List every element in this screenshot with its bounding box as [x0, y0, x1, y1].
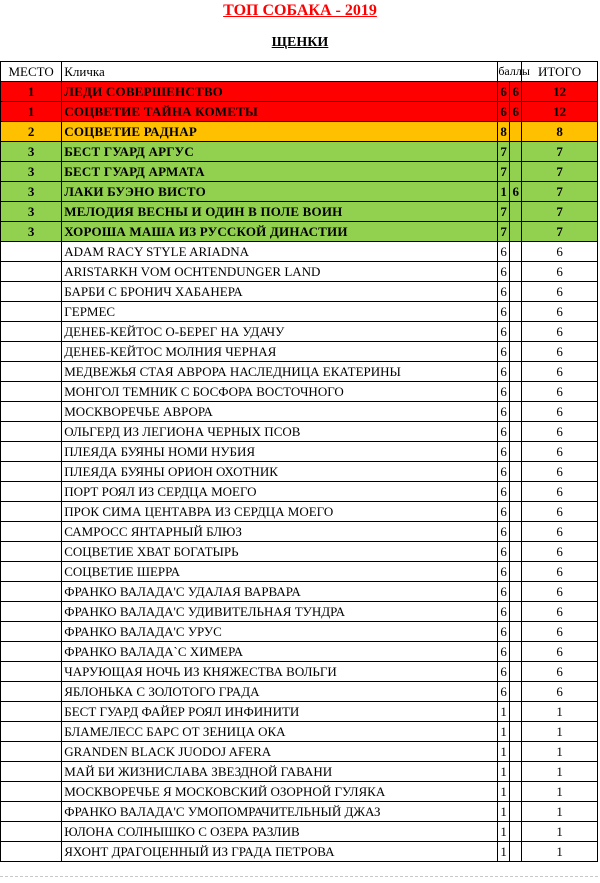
name-cell[interactable]: ФРАНКО ВАЛАДА'С УМОПОМРАЧИТЕЛЬНЫЙ ДЖАЗ [62, 802, 498, 822]
total-cell[interactable]: 6 [522, 262, 598, 282]
table-row [1, 182, 598, 202]
results-table [0, 61, 598, 862]
total-cell[interactable]: 6 [522, 622, 598, 642]
total-cell[interactable]: 6 [522, 642, 598, 662]
place-cell[interactable] [1, 562, 62, 582]
name-cell[interactable]: ФРАНКО ВАЛАДА'С УДИВИТЕЛЬНАЯ ТУНДРА [62, 602, 498, 622]
name-cell[interactable]: МЕДВЕЖЬЯ СТАЯ АВРОРА НАСЛЕДНИЦА ЕКАТЕРИНЫ [62, 362, 498, 382]
place-cell[interactable] [1, 242, 62, 262]
place-cell[interactable] [1, 582, 62, 602]
score2-cell[interactable] [510, 422, 522, 442]
place-cell[interactable] [1, 682, 62, 702]
place-cell[interactable] [1, 742, 62, 762]
table-row [1, 702, 598, 722]
score2-cell[interactable] [510, 542, 522, 562]
score1-cell[interactable]: 6 [498, 442, 510, 462]
total-cell[interactable]: 1 [522, 822, 598, 842]
total-cell[interactable]: 6 [522, 382, 598, 402]
score2-cell[interactable] [510, 242, 522, 262]
name-cell[interactable]: СОЦВЕТИЕ ХВАТ БОГАТЫРЬ [62, 542, 498, 562]
score2-cell[interactable] [510, 142, 522, 162]
name-cell[interactable]: ЯХОНТ ДРАГОЦЕННЫЙ ИЗ ГРАДА ПЕТРОВА [62, 842, 498, 862]
score1-cell[interactable]: 6 [498, 622, 510, 642]
total-cell[interactable]: 6 [522, 662, 598, 682]
table-row [1, 462, 598, 482]
score2-cell[interactable] [510, 622, 522, 642]
table-row [1, 582, 598, 602]
table-row [1, 542, 598, 562]
place-cell[interactable] [1, 842, 62, 862]
score2-cell[interactable] [510, 302, 522, 322]
score2-cell[interactable] [510, 562, 522, 582]
score2-cell[interactable] [510, 842, 522, 862]
score1-cell[interactable]: 7 [498, 222, 510, 242]
name-cell[interactable]: ЛЕДИ СОВЕРШЕНСТВО [62, 82, 498, 102]
score1-cell[interactable]: 6 [498, 542, 510, 562]
total-cell[interactable]: 1 [522, 762, 598, 782]
score1-cell[interactable]: 6 [498, 342, 510, 362]
place-cell[interactable]: 3 [1, 182, 62, 202]
total-cell[interactable]: 6 [522, 482, 598, 502]
total-cell[interactable]: 6 [522, 402, 598, 422]
place-cell[interactable] [1, 502, 62, 522]
table-row [1, 342, 598, 362]
score1-cell[interactable]: 6 [498, 422, 510, 442]
place-cell[interactable] [1, 782, 62, 802]
table-row [1, 422, 598, 442]
score1-cell[interactable]: 6 [498, 562, 510, 582]
header-row [1, 62, 598, 82]
table-row [1, 802, 598, 822]
name-cell[interactable]: ГЕРМЕС [62, 302, 498, 322]
score2-cell[interactable] [510, 582, 522, 602]
score1-cell[interactable]: 6 [498, 262, 510, 282]
table-row [1, 722, 598, 742]
name-cell[interactable]: ADAM RACY STYLE ARIADNA [62, 242, 498, 262]
table-row [1, 782, 598, 802]
score2-cell[interactable] [510, 802, 522, 822]
score2-cell[interactable] [510, 122, 522, 142]
name-cell[interactable]: ПЛЕЯДА БУЯНЫ НОМИ НУБИЯ [62, 442, 498, 462]
total-cell[interactable]: 7 [522, 222, 598, 242]
name-cell[interactable]: ОЛЬГЕРД ИЗ ЛЕГИОНА ЧЕРНЫХ ПСОВ [62, 422, 498, 442]
name-cell[interactable]: ФРАНКО ВАЛАДА'С УРУС [62, 622, 498, 642]
total-cell[interactable]: 6 [522, 542, 598, 562]
score2-cell[interactable] [510, 442, 522, 462]
score2-cell[interactable] [510, 262, 522, 282]
score2-cell[interactable] [510, 162, 522, 182]
total-cell[interactable]: 1 [522, 782, 598, 802]
score1-cell[interactable]: 1 [498, 822, 510, 842]
header-score[interactable]: баллы [498, 62, 522, 82]
total-cell[interactable]: 6 [522, 502, 598, 522]
name-cell[interactable]: СОЦВЕТИЕ ТАЙНА КОМЕТЫ [62, 102, 498, 122]
total-cell[interactable]: 6 [522, 582, 598, 602]
score1-cell[interactable]: 6 [498, 242, 510, 262]
name-cell[interactable]: САМРОСС ЯНТАРНЫЙ БЛЮЗ [62, 522, 498, 542]
name-cell[interactable]: ФРАНКО ВАЛАДА'С УДАЛАЯ ВАРВАРА [62, 582, 498, 602]
score2-cell[interactable] [510, 782, 522, 802]
place-cell[interactable]: 3 [1, 142, 62, 162]
table-row [1, 262, 598, 282]
table-row [1, 242, 598, 262]
table-row [1, 202, 598, 222]
sheet-bottom-gridline [0, 876, 598, 883]
place-cell[interactable] [1, 322, 62, 342]
score1-cell[interactable]: 6 [498, 362, 510, 382]
total-cell[interactable]: 6 [522, 442, 598, 462]
score1-cell[interactable]: 6 [498, 502, 510, 522]
place-cell[interactable] [1, 642, 62, 662]
score2-cell[interactable] [510, 502, 522, 522]
total-cell[interactable]: 6 [522, 422, 598, 442]
score1-cell[interactable]: 1 [498, 782, 510, 802]
name-cell[interactable]: ПЛЕЯДА БУЯНЫ ОРИОН ОХОТНИК [62, 462, 498, 482]
table-row [1, 282, 598, 302]
table-row [1, 742, 598, 762]
total-cell[interactable]: 12 [522, 102, 598, 122]
total-cell[interactable]: 6 [522, 602, 598, 622]
place-cell[interactable]: 3 [1, 162, 62, 182]
place-cell[interactable] [1, 262, 62, 282]
table-row [1, 502, 598, 522]
total-cell[interactable]: 7 [522, 182, 598, 202]
score2-cell[interactable] [510, 522, 522, 542]
name-cell[interactable]: СОЦВЕТИЕ ШЕРРА [62, 562, 498, 582]
score2-cell[interactable] [510, 482, 522, 502]
total-cell[interactable]: 6 [522, 462, 598, 482]
score1-cell[interactable]: 1 [498, 762, 510, 782]
place-cell[interactable] [1, 282, 62, 302]
sheet-subtitle: ЩЕНКИ [271, 35, 329, 50]
score1-cell[interactable]: 7 [498, 162, 510, 182]
table-row [1, 402, 598, 422]
score1-cell[interactable]: 6 [498, 602, 510, 622]
score1-cell[interactable]: 6 [498, 662, 510, 682]
place-cell[interactable] [1, 602, 62, 622]
score2-cell[interactable] [510, 722, 522, 742]
name-cell[interactable]: ДЕНЕБ-КЕЙТОС О-БЕРЕГ НА УДАЧУ [62, 322, 498, 342]
table-row [1, 142, 598, 162]
table-row [1, 162, 598, 182]
table-row [1, 682, 598, 702]
score2-cell[interactable] [510, 322, 522, 342]
score2-cell[interactable] [510, 382, 522, 402]
name-cell[interactable]: ПОРТ РОЯЛ ИЗ СЕРДЦА МОЕГО [62, 482, 498, 502]
table-row [1, 102, 598, 122]
place-cell[interactable] [1, 462, 62, 482]
total-cell[interactable]: 7 [522, 162, 598, 182]
table-row [1, 522, 598, 542]
total-cell[interactable]: 6 [522, 682, 598, 702]
place-cell[interactable]: 3 [1, 222, 62, 242]
place-cell[interactable] [1, 542, 62, 562]
table-row [1, 842, 598, 862]
total-cell[interactable]: 12 [522, 82, 598, 102]
score2-cell[interactable] [510, 602, 522, 622]
total-cell[interactable]: 6 [522, 562, 598, 582]
place-cell[interactable] [1, 662, 62, 682]
score2-cell[interactable] [510, 342, 522, 362]
name-cell[interactable]: МОСКВОРЕЧЬЕ АВРОРА [62, 402, 498, 422]
score1-cell[interactable]: 6 [498, 402, 510, 422]
total-cell[interactable]: 1 [522, 842, 598, 862]
score1-cell[interactable]: 6 [498, 382, 510, 402]
name-cell[interactable]: БЛАМЕЛЕСС БАРС ОТ ЗЕНИЦА ОКА [62, 722, 498, 742]
place-cell[interactable] [1, 802, 62, 822]
score1-cell[interactable]: 6 [498, 322, 510, 342]
table-row [1, 622, 598, 642]
name-cell[interactable]: GRANDEN BLACK JUODOJ AFERA [62, 742, 498, 762]
score1-cell[interactable]: 6 [498, 462, 510, 482]
name-cell[interactable]: БЕСТ ГУАРД АРМАТА [62, 162, 498, 182]
table-row [1, 382, 598, 402]
score2-cell[interactable]: 6 [510, 182, 522, 202]
total-cell[interactable]: 6 [522, 302, 598, 322]
table-row [1, 302, 598, 322]
score2-cell[interactable] [510, 702, 522, 722]
score2-cell[interactable] [510, 682, 522, 702]
place-cell[interactable] [1, 422, 62, 442]
place-cell[interactable]: 3 [1, 202, 62, 222]
score1-cell[interactable]: 6 [498, 482, 510, 502]
total-cell[interactable]: 8 [522, 122, 598, 142]
name-cell[interactable]: ПРОК СИМА ЦЕНТАВРА ИЗ СЕРДЦА МОЕГО [62, 502, 498, 522]
score1-cell[interactable]: 1 [498, 702, 510, 722]
score1-cell[interactable]: 6 [498, 302, 510, 322]
place-cell[interactable] [1, 362, 62, 382]
score1-cell[interactable]: 1 [498, 722, 510, 742]
score1-cell[interactable]: 6 [498, 642, 510, 662]
total-cell[interactable]: 6 [522, 522, 598, 542]
name-cell[interactable]: ХОРОША МАША ИЗ РУССКОЙ ДИНАСТИИ [62, 222, 498, 242]
name-cell[interactable]: ЧАРУЮЩАЯ НОЧЬ ИЗ КНЯЖЕСТВА ВОЛЬГИ [62, 662, 498, 682]
total-cell[interactable]: 6 [522, 322, 598, 342]
score1-cell[interactable]: 7 [498, 142, 510, 162]
score1-cell[interactable]: 6 [498, 102, 510, 122]
name-cell[interactable]: ДЕНЕБ-КЕЙТОС МОЛНИЯ ЧЕРНАЯ [62, 342, 498, 362]
score2-cell[interactable]: 6 [510, 82, 522, 102]
place-cell[interactable] [1, 382, 62, 402]
total-cell[interactable]: 6 [522, 362, 598, 382]
score2-cell[interactable]: 6 [510, 102, 522, 122]
place-cell[interactable] [1, 402, 62, 422]
name-cell[interactable]: ЯБЛОНЬКА С ЗОЛОТОГО ГРАДА [62, 682, 498, 702]
place-cell[interactable] [1, 722, 62, 742]
place-cell[interactable] [1, 522, 62, 542]
score1-cell[interactable]: 1 [498, 742, 510, 762]
table-row [1, 562, 598, 582]
score2-cell[interactable] [510, 222, 522, 242]
score1-cell[interactable]: 6 [498, 82, 510, 102]
sheet-title: ТОП СОБАКА - 2019 [223, 2, 377, 19]
table-row [1, 602, 598, 622]
score1-cell[interactable]: 6 [498, 522, 510, 542]
score1-cell[interactable]: 1 [498, 842, 510, 862]
place-cell[interactable] [1, 822, 62, 842]
score2-cell[interactable] [510, 362, 522, 382]
score1-cell[interactable]: 7 [498, 202, 510, 222]
total-cell[interactable]: 6 [522, 242, 598, 262]
name-cell[interactable]: СОЦВЕТИЕ РАДНАР [62, 122, 498, 142]
table-row [1, 362, 598, 382]
score1-cell[interactable]: 6 [498, 282, 510, 302]
place-cell[interactable] [1, 482, 62, 502]
total-cell[interactable]: 1 [522, 702, 598, 722]
name-cell[interactable]: БЕСТ ГУАРД ФАЙЕР РОЯЛ ИНФИНИТИ [62, 702, 498, 722]
score1-cell[interactable]: 6 [498, 682, 510, 702]
score2-cell[interactable] [510, 202, 522, 222]
place-cell[interactable] [1, 442, 62, 462]
total-cell[interactable]: 7 [522, 202, 598, 222]
place-cell[interactable] [1, 302, 62, 322]
score2-cell[interactable] [510, 742, 522, 762]
name-cell[interactable]: ФРАНКО ВАЛАДА`С ХИМЕРА [62, 642, 498, 662]
table-row [1, 762, 598, 782]
score1-cell[interactable]: 1 [498, 802, 510, 822]
table-row [1, 822, 598, 842]
place-cell[interactable] [1, 762, 62, 782]
place-cell[interactable]: 1 [1, 102, 62, 122]
table-row [1, 662, 598, 682]
table-row [1, 222, 598, 242]
name-cell[interactable]: БАРБИ С БРОНИЧ ХАБАНЕРА [62, 282, 498, 302]
place-cell[interactable] [1, 622, 62, 642]
name-cell[interactable]: МАЙ БИ ЖИЗНИСЛАВА ЗВЕЗДНОЙ ГАВАНИ [62, 762, 498, 782]
table-row [1, 322, 598, 342]
score2-cell[interactable] [510, 462, 522, 482]
header-place[interactable]: МЕСТО [1, 62, 62, 82]
total-cell[interactable]: 6 [522, 282, 598, 302]
name-cell[interactable]: ЛАКИ БУЭНО ВИСТО [62, 182, 498, 202]
score2-cell[interactable] [510, 762, 522, 782]
table-row [1, 482, 598, 502]
header-total[interactable]: ИТОГО [522, 62, 598, 82]
table-row [1, 82, 598, 102]
place-cell[interactable] [1, 342, 62, 362]
name-cell[interactable]: ЮЛОНА СОЛНЫШКО С ОЗЕРА РАЗЛИВ [62, 822, 498, 842]
total-cell[interactable]: 7 [522, 142, 598, 162]
table-row [1, 642, 598, 662]
name-cell[interactable]: БЕСТ ГУАРД АРГУС [62, 142, 498, 162]
table-row [1, 442, 598, 462]
score2-cell[interactable] [510, 642, 522, 662]
place-cell[interactable]: 2 [1, 122, 62, 142]
score2-cell[interactable] [510, 282, 522, 302]
total-cell[interactable]: 1 [522, 722, 598, 742]
score2-cell[interactable] [510, 402, 522, 422]
total-cell[interactable]: 1 [522, 742, 598, 762]
name-cell[interactable]: МОСКВОРЕЧЬЕ Я МОСКОВСКИЙ ОЗОРНОЙ ГУЛЯКА [62, 782, 498, 802]
name-cell[interactable]: МОНГОЛ ТЕМНИК С БОСФОРА ВОСТОЧНОГО [62, 382, 498, 402]
score1-cell[interactable]: 8 [498, 122, 510, 142]
score2-cell[interactable] [510, 822, 522, 842]
score1-cell[interactable]: 1 [498, 182, 510, 202]
total-cell[interactable]: 1 [522, 802, 598, 822]
total-cell[interactable]: 6 [522, 342, 598, 362]
name-cell[interactable]: ARISTARKH VOM OCHTENDUNGER LAND [62, 262, 498, 282]
place-cell[interactable] [1, 702, 62, 722]
header-name[interactable]: Кличка [62, 62, 498, 82]
name-cell[interactable]: МЕЛОДИЯ ВЕСНЫ И ОДИН В ПОЛЕ ВОИН [62, 202, 498, 222]
table-row [1, 122, 598, 142]
score1-cell[interactable]: 6 [498, 582, 510, 602]
place-cell[interactable]: 1 [1, 82, 62, 102]
score2-cell[interactable] [510, 662, 522, 682]
